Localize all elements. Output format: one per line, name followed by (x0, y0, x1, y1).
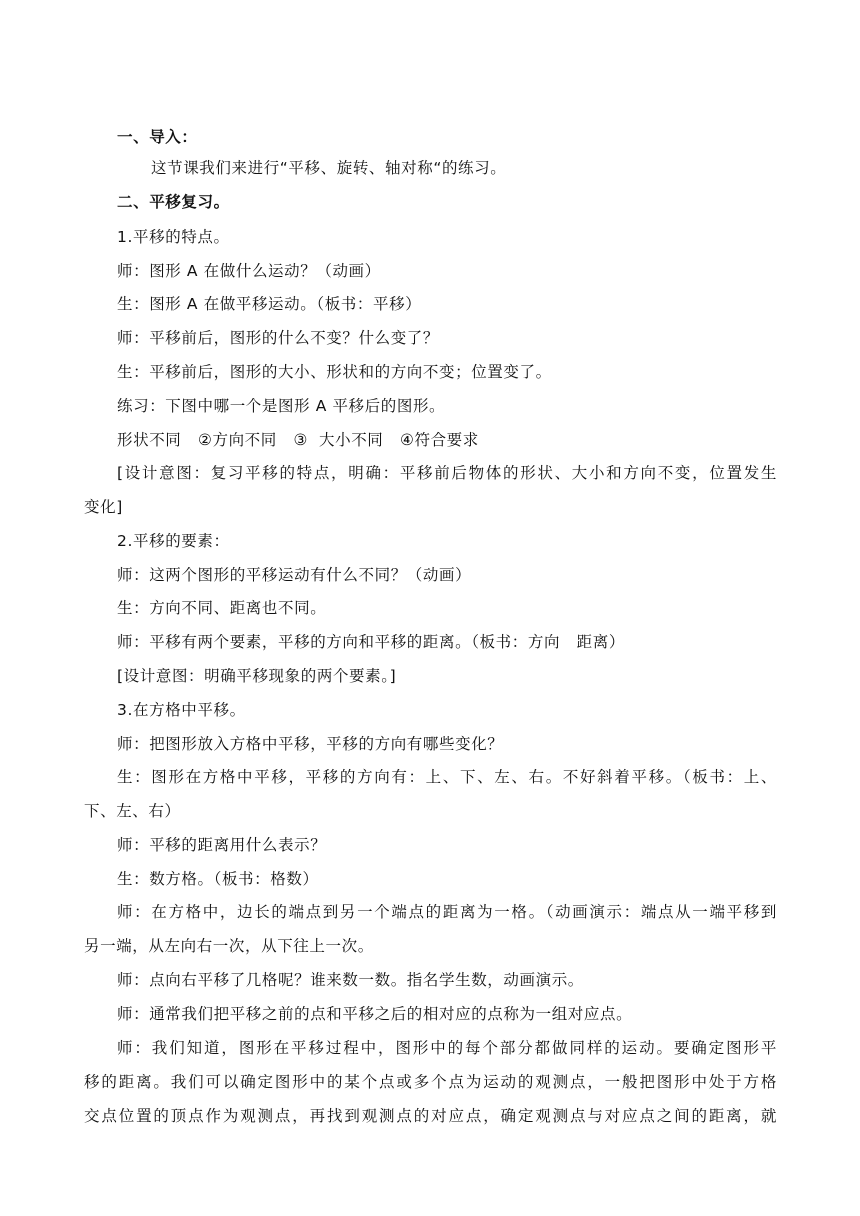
sub1-teacher-2: 师：平移前后，图形的什么不变？什么变了？ (117, 329, 440, 347)
sub3-student-1-line-2: 下、左、右） (84, 802, 181, 820)
sub1-intent-line-2: 变化] (84, 498, 123, 516)
sub2-teacher-1: 师：这两个图形的平移运动有什么不同？（动画） (117, 566, 472, 584)
sub1-intent-line-1: [设计意图：复习平移的特点，明确：平移前后物体的形状、大小和方向不变，位置发生 (117, 464, 777, 482)
sub1-student-2: 生：平移前后，图形的大小、形状和的方向不变；位置变了。 (117, 363, 552, 381)
sub3-student-2: 生：数方格。（板书：格数） (117, 870, 319, 888)
sub2-student-1: 生：方向不同、距离也不同。 (117, 599, 327, 617)
sub3-teacher-3-line-2: 另一端，从左向右一次，从下往上一次。 (84, 937, 374, 955)
sub3-teacher-5: 师：通常我们把平移之前的点和平移之后的相对应的点称为一组对应点。 (117, 1005, 633, 1023)
sub3-student-1-line-1: 生：图形在方格中平移，平移的方向有：上、下、左、右。不好斜着平移。（板书：上、 (117, 768, 777, 786)
sub1-options: 形状不同 ②方向不同 ③ 大小不同 ④符合要求 (117, 431, 479, 449)
section2-heading: 二、平移复习。 (117, 193, 230, 211)
sub2-intent: [设计意图：明确平移现象的两个要素。] (117, 667, 397, 685)
sub1-exercise: 练习：下图中哪一个是图形 A 平移后的图形。 (117, 397, 446, 415)
sub3-teacher-6-line-2: 移的距离。我们可以确定图形中的某个点或多个点为运动的观测点，一般把图形中处于方格 (84, 1073, 777, 1091)
sub3-title: 3.在方格中平移。 (117, 701, 246, 719)
section1-heading: 一、导入： (117, 128, 198, 146)
sub3-teacher-2: 师：平移的距离用什么表示？ (117, 836, 327, 854)
sub1-title: 1.平移的特点。 (117, 228, 230, 246)
sub3-teacher-4: 师：点向右平移了几格呢？谁来数一数。指名学生数，动画演示。 (117, 971, 584, 989)
sub1-student-1: 生：图形 A 在做平移运动。（板书：平移） (117, 295, 422, 313)
sub2-title: 2.平移的要素： (117, 532, 230, 550)
sub3-teacher-6-line-1: 师：我们知道，图形在平移过程中，图形中的每个部分都做同样的运动。要确定图形平 (117, 1039, 777, 1057)
sub3-teacher-1: 师：把图形放入方格中平移，平移的方向有哪些变化？ (117, 735, 504, 753)
section1-intro: 这节课我们来进行“平移、旋转、轴对称“的练习。 (151, 159, 507, 177)
sub3-teacher-3-line-1: 师：在方格中，边长的端点到另一个端点的距离为一格。（动画演示：端点从一端平移到 (117, 903, 777, 921)
sub3-teacher-6-line-3: 交点位置的顶点作为观测点，再找到观测点的对应点，确定观测点与对应点之间的距离，就 (84, 1107, 777, 1125)
sub1-teacher-1: 师：图形 A 在做什么运动？（动画） (117, 262, 381, 280)
sub2-teacher-2: 师：平移有两个要素，平移的方向和平移的距离。（板书：方向 距离） (117, 633, 625, 651)
